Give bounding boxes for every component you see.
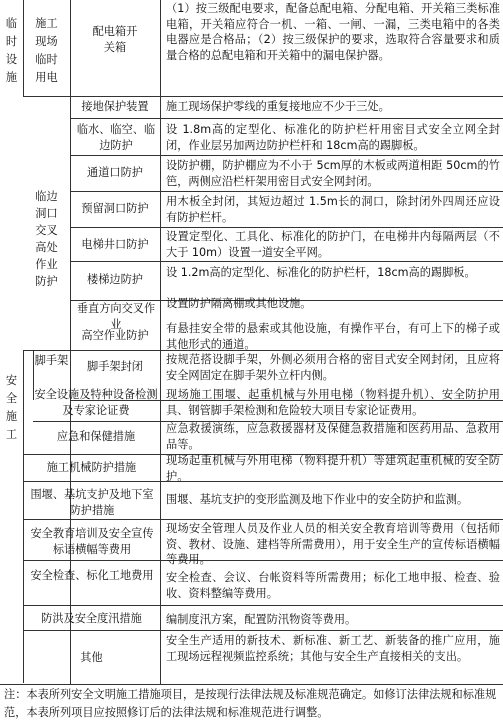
item-excavation-protection: 围堰、基坑支护及地下室防护措施 bbox=[30, 488, 154, 517]
subcategory-edge-opening-protection: 临边 洞口 交叉 高处 作业 防护 bbox=[35, 190, 58, 288]
item-scaffold-enclosure: 脚手架封闭 bbox=[87, 360, 143, 373]
item-stair-protection: 楼梯边防护 bbox=[87, 273, 143, 286]
content-flood-control: 编制度汛方案，配置防汛物资等费用。 bbox=[166, 613, 357, 626]
content-grounding-protection: 施工现场保护零线的重复接地应不少于三处。 bbox=[166, 100, 390, 113]
content-edge-protection: 设 1.8m高的定型化、标准化的防护栏杆用密目式安全立网全封闭，作业层另加两边防护栏杆和 18cm高的踢脚板。 bbox=[166, 123, 500, 152]
category-safety-construction: 安 全 施 工 bbox=[5, 374, 18, 441]
item-high-altitude-protection: 高空作业防护 bbox=[81, 329, 149, 342]
item-distribution-box: 配电箱开关箱 bbox=[92, 25, 138, 54]
item-other: 其他 bbox=[80, 651, 103, 664]
subcategory-scaffolding: 脚手架 bbox=[34, 354, 69, 367]
content-scaffold-enclosure: 按规范搭设脚手架，外侧必须用合格的密目式安全网封闭，且应将安全网固定在脚手架外立杆内侧。 bbox=[166, 353, 500, 382]
content-safety-inspection: 安全检查、会议、台帐资料等所需费用；标化工地申报、检查、验收、资料整编等费用。 bbox=[166, 571, 500, 600]
item-edge-protection: 临水、临空、临边防护 bbox=[76, 123, 156, 152]
content-elevator-shaft-protection: 设置定型化、工具化、标准化的防护门，在电梯井内每隔两层（不大于 10m）设置一道安全平网。 bbox=[166, 230, 500, 259]
grid-line bbox=[70, 191, 503, 192]
content-high-altitude-protection: 有悬挂安全带的悬索或其他设施，有操作平台，有可上下的梯子或其他形式的通道。 bbox=[166, 322, 500, 351]
category-temporary-facilities: 临 时 设 施 bbox=[5, 17, 18, 84]
content-passage-protection: 设防护棚，防护棚应为不小于 5cm厚的木板或两道相距 50cm的竹笆，两侧应沿栏杆架用密目式安全网封闭。 bbox=[166, 159, 500, 188]
grid-line bbox=[23, 96, 503, 97]
grid-line bbox=[23, 350, 24, 683]
content-distribution-box: （1）按三级配电要求，配备总配电箱、分配电箱、开关箱三类标准电箱，开关箱应符合一机、一箱、一闸、一漏，三类电箱中的各类电器应是合格品；（2）按三级保护的要求，选取符合容量要求和质量合格的总配电箱和开关箱中的漏电保护器。 bbox=[166, 2, 500, 62]
item-opening-protection: 预留洞口防护 bbox=[81, 202, 149, 215]
content-opening-protection: 用木板全封闭，其短边超过 1.5m长的洞口，除封闭外四周还应设有防护栏杆。 bbox=[166, 195, 500, 224]
grid-line bbox=[70, 155, 503, 156]
item-flood-control: 防洪及安全度汛措施 bbox=[41, 612, 142, 625]
item-safety-training: 安全教育培训及安全宣传标语横幅等费用 bbox=[30, 527, 154, 556]
grid-line bbox=[70, 227, 503, 228]
item-machinery-protection: 施工机械防护措施 bbox=[46, 461, 137, 474]
item-equipment-inspection: 安全设施及特种设备检测及专家论证费 bbox=[34, 388, 158, 417]
item-grounding-protection: 接地保护装置 bbox=[81, 100, 149, 113]
content-other: 安全生产适用的新技术、新标准、新工艺、新装备的推广应用，施工现场远程视频监控系统；其他与安全生产直接相关的支出。 bbox=[166, 634, 500, 663]
item-elevator-shaft-protection: 电梯井口防护 bbox=[81, 238, 149, 251]
content-machinery-protection: 现场起重机械与外用电梯（物料提升机）等建筑起重机械的安全防护。 bbox=[166, 454, 500, 483]
item-emergency-care: 应急和保健措施 bbox=[56, 430, 136, 443]
table-footnote: 注：本表所列安全文明施工措施项目，是按现行法律法规及标准规范确定。如修订法律法规和标准规范，本表所列项目应按照修订后的法律法规和标准规范进行调整。 bbox=[4, 688, 497, 719]
item-safety-inspection: 安全检查、标化工地费用 bbox=[30, 569, 154, 582]
content-vertical-cross-work: 设置防护隔离棚或其他设施。 bbox=[166, 297, 312, 310]
subcategory-temporary-power: 施工 现场 临时 用电 bbox=[35, 17, 58, 84]
grid-line bbox=[0, 684, 503, 685]
item-passage-protection: 通道口防护 bbox=[87, 166, 143, 179]
grid-line bbox=[23, 605, 503, 606]
content-equipment-inspection: 现场施工围堰、起重机械与外用电梯（物料提升机）、安全防护用具、钢管脚手架检测和危险较大项目专家论证费用。 bbox=[166, 388, 500, 417]
content-emergency-care: 应急救援演练，应急救援器材及保健急救措施和医药用品、急救用品等。 bbox=[166, 422, 500, 451]
content-excavation-protection: 围堰、基坑支护的变形监测及地下作业中的安全防护和监测。 bbox=[166, 493, 469, 506]
grid-line bbox=[70, 261, 503, 262]
grid-line bbox=[70, 118, 503, 119]
grid-line bbox=[23, 519, 503, 520]
content-safety-training: 现场安全管理人员及作业人员的相关安全教育培训等费用（包括师资、教材、设施、建档等所需费用），用于安全生产的宣传标语横幅等费用。 bbox=[166, 522, 500, 566]
grid-line bbox=[160, 0, 161, 684]
item-vertical-cross-work: 垂直方向交叉作业 bbox=[76, 302, 156, 331]
grid-line bbox=[23, 630, 503, 631]
content-stair-protection: 设 1.2m高的定型化、标准化的防护栏杆，18cm高的踢脚板。 bbox=[166, 266, 476, 279]
